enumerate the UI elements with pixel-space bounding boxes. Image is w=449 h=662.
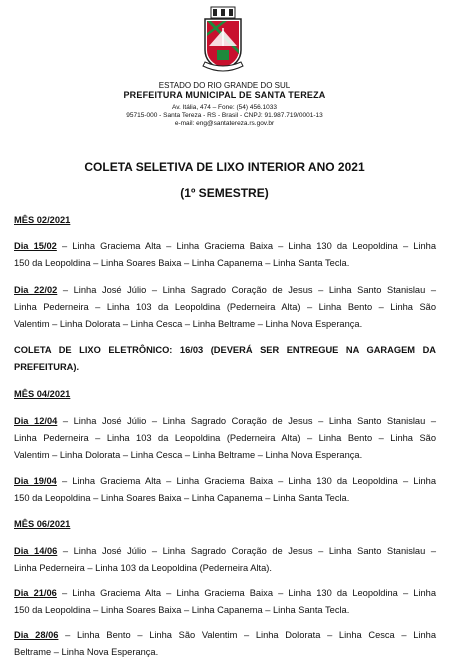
day-label: Dia 19/04 [14,476,57,486]
month-label-06: MÊS 06/2021 [14,519,71,529]
day-label: Dia 28/06 [14,630,59,640]
header-state: ESTADO DO RIO GRANDE DO SUL [158,81,291,90]
electronic-waste-notice [14,342,436,376]
schedule-text: – Linha José Júlio – Linha Sagrado Coração de Jesus – Linha Santo Stanislau – [57,546,436,556]
schedule-entry-28-06 [14,627,436,661]
schedule-text: 150 da Leopoldina – Linha Soares Baixa – Linha Capanema – Linha Santa Tecla. [14,258,350,268]
day-label: Dia 15/02 [14,241,57,251]
schedule-text: – Linha Graciema Alta – Linha Graciema Baixa – Linha 130 da Leopoldina – Linha [56,476,436,486]
schedule-text: – Linha José Júlio – Linha Sagrado Coração de Jesus – Linha Santo Stanislau – [57,416,436,426]
municipal-crest-icon [201,6,245,76]
schedule-text: Linha Pederneira – Linha 103 da Leopoldina (Pederneira Alta) – Linha Bento – Linha São [14,433,436,443]
day-label: Dia 22/02 [14,285,58,295]
header-prefeitura: PREFEITURA MUNICIPAL DE SANTA TEREZA [123,90,326,100]
schedule-text: – Linha Bento – Linha São Valentim – Linha Dolorata – Linha Cesca – Linha [58,630,436,640]
day-label: Dia 12/04 [14,416,58,426]
schedule-text: – Linha Graciema Alta – Linha Graciema Baixa – Linha 130 da Leopoldina – Linha [56,588,436,598]
month-label-04: MÊS 04/2021 [14,389,71,399]
month-label-02: MÊS 02/2021 [14,215,71,225]
schedule-text: Valentim – Linha Dolorata – Linha Cesca – Linha Beltrame – Linha Nova Esperança. [14,450,363,460]
schedule-entry-14-06 [14,543,436,577]
document-title: COLETA SELETIVA DE LIXO INTERIOR ANO 2021 [84,160,365,174]
schedule-entry-22-02 [14,282,436,333]
day-label: Dia 14/06 [14,546,58,556]
schedule-entry-12-04 [14,413,436,464]
document-subtitle: (1º SEMESTRE) [180,186,269,200]
header-cep-cnpj: 95715-000 - Santa Tereza - RS - Brasil - CNPJ: 91.987.719/0001-13 [126,112,323,119]
schedule-text: Linha Pederneira – Linha 103 da Leopoldina (Pederneira Alta). [14,563,272,573]
header-address: Av. Itália, 474 – Fone: (54) 456.1033 [172,104,277,111]
schedule-text: – Linha José Júlio – Linha Sagrado Coração de Jesus – Linha Santo Stanislau – [57,285,436,295]
schedule-entry-15-02 [14,238,436,272]
day-label: Dia 21/06 [14,588,57,598]
schedule-text: Valentim – Linha Dolorata – Linha Cesca – Linha Beltrame – Linha Nova Esperança. [14,319,363,329]
header-email: e-mail: eng@santatereza.rs.gov.br [174,120,275,127]
schedule-text: Linha Pederneira – Linha 103 da Leopoldina (Pederneira Alta) – Linha Bento – Linha São [14,302,436,312]
schedule-text: Beltrame – Linha Nova Esperança. [14,647,159,657]
schedule-entry-21-06 [14,585,436,619]
schedule-text: 150 da Leopoldina – Linha Soares Baixa – Linha Capanema – Linha Santa Tecla. [14,605,350,615]
schedule-entry-19-04 [14,473,436,507]
schedule-text: – Linha Graciema Alta – Linha Graciema Baixa – Linha 130 da Leopoldina – Linha [56,241,436,251]
schedule-text: 150 da Leopoldina – Linha Soares Baixa – Linha Capanema – Linha Santa Tecla. [14,493,350,503]
notice-text: COLETA DE LIXO ELETRÔNICO: 16/03 (DEVERÁ SER ENTREGUE NA GARAGEM DA [14,345,436,355]
notice-text: PREFEITURA). [14,362,80,372]
